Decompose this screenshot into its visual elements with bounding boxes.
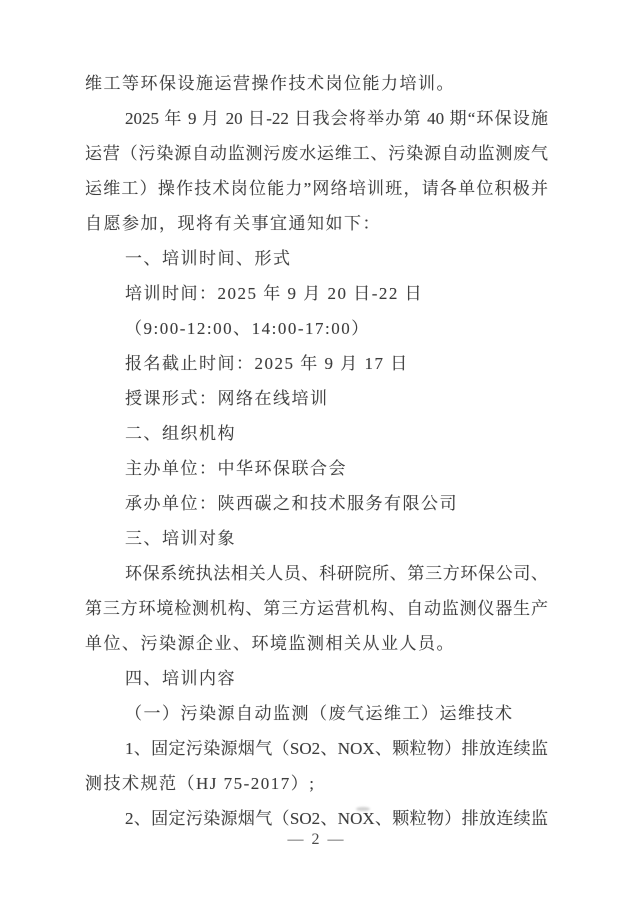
intro-paragraph-line: 自愿参加，现将有关事宜通知如下： — [85, 214, 381, 233]
section-1-heading: 一、培训时间、形式 — [125, 249, 292, 268]
training-time-line: 培训时间：2025 年 9 月 20 日-22 日 — [125, 284, 424, 303]
organizer-line: 主办单位：中华环保联合会 — [125, 459, 347, 478]
undertaker-line: 承办单位：陕西碳之和技术服务有限公司 — [125, 494, 458, 513]
content-item-2-line: 2、固定污染源烟气（SO2、NOX、颗粒物）排放连续监 — [125, 809, 548, 828]
content-item-1-line: 测技术规范（HJ 75-2017）; — [85, 774, 316, 793]
intro-paragraph-line: 2025 年 9 月 20 日-22 日我会将举办第 40 期“环保设施 — [125, 109, 548, 128]
page-number: — 2 — — [287, 831, 346, 848]
section-4-heading: 四、培训内容 — [125, 669, 236, 688]
trainee-scope-line: 第三方环境检测机构、第三方运营机构、自动监测仪器生产 — [85, 599, 548, 618]
intro-paragraph-line: 运营（污染源自动监测污废水运维工、污染源自动监测废气 — [85, 144, 548, 163]
continuation-line: 维工等环保设施运营操作技术岗位能力培训。 — [85, 74, 455, 93]
subsection-1-heading: （一）污染源自动监测（废气运维工）运维技术 — [125, 704, 514, 723]
intro-paragraph-line: 运维工）操作技术岗位能力”网络培训班，请各单位积极并 — [85, 179, 548, 198]
training-hours-line: （9:00-12:00、14:00-17:00） — [125, 319, 370, 338]
trainee-scope-line: 单位、污染源企业、环境监测相关从业人员。 — [85, 634, 455, 653]
section-3-heading: 三、培训对象 — [125, 529, 236, 548]
document-body — [85, 66, 548, 836]
teaching-format-line: 授课形式：网络在线培训 — [125, 389, 329, 408]
trainee-scope-line: 环保系统执法相关人员、科研院所、第三方环保公司、 — [125, 564, 548, 583]
registration-deadline-line: 报名截止时间：2025 年 9 月 17 日 — [125, 354, 409, 373]
content-item-1-line: 1、固定污染源烟气（SO2、NOX、颗粒物）排放连续监 — [125, 739, 548, 758]
scan-speck-artifact — [356, 807, 370, 811]
section-2-heading: 二、组织机构 — [125, 424, 236, 443]
